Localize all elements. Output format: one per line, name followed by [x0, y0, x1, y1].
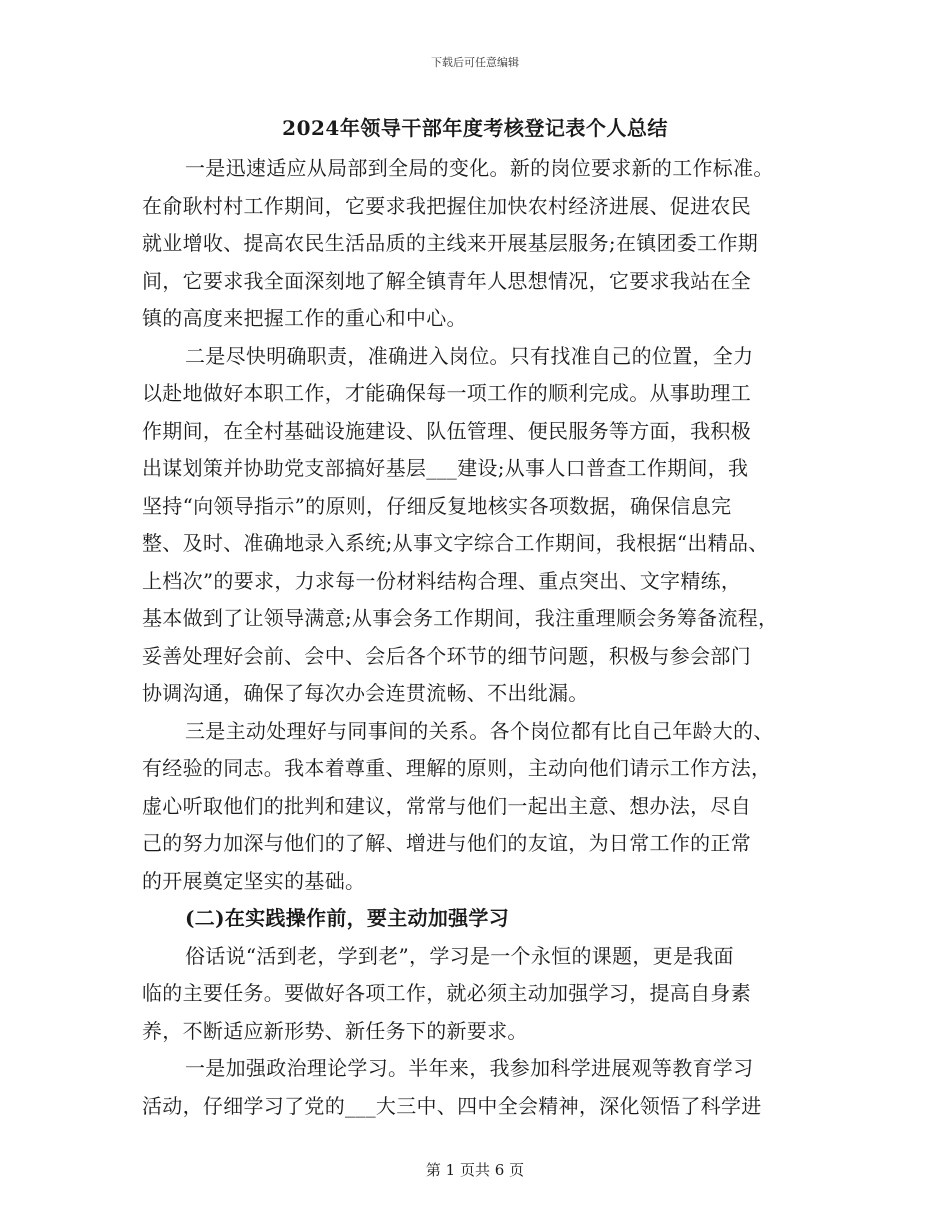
- paragraph-line: 有经验的同志。我本着尊重、理解的原则，主动向他们请示工作方法，: [142, 756, 772, 780]
- paragraph-line: 虚心听取他们的批判和建议，常常与他们一起出主意、想办法，尽自: [142, 793, 751, 818]
- page-number: 第 1 页共 6 页: [425, 1161, 525, 1179]
- section-heading: (二)在实践操作前，要主动加强学习: [185, 906, 510, 930]
- paragraph-line: 整、及时、准确地录入系统;从事文字综合工作期间，我根据“出精品、: [142, 531, 769, 555]
- paragraph-line: 上档次”的要求，力求每一份材料结构合理、重点突出、文字精练，: [142, 568, 742, 593]
- paragraph-line: 的开展奠定坚实的基础。: [142, 868, 366, 893]
- paragraph-line: 镇的高度来把握工作的重心和中心。: [142, 306, 467, 330]
- header-note: 下载后可任意编辑: [431, 56, 519, 69]
- paragraph-line: 就业增收、提高农民生活品质的主线来开展基层服务;在镇团委工作期: [142, 231, 759, 255]
- paragraph-line: 作期间，在全村基础设施建设、队伍管理、便民服务等方面，我积极: [142, 418, 751, 443]
- document-title: 2024年领导干部年度考核登记表个人总结: [282, 116, 668, 140]
- paragraph-line: 以赴地做好本职工作，才能确保每一项工作的顺利完成。从事助理工: [142, 381, 751, 405]
- body-text: [142, 150, 812, 1125]
- paragraph-line: 出谋划策并协助党支部搞好基层___建设;从事人口普查工作期间，我: [142, 456, 749, 480]
- paragraph-line: 养，不断适应新形势、新任务下的新要求。: [142, 1018, 528, 1043]
- paragraph-line: 己的努力加深与他们的了解、增进与他们的友谊，为日常工作的正常: [142, 831, 751, 855]
- paragraph-line: 一是迅速适应从局部到全局的变化。新的岗位要求新的工作标准。: [185, 156, 774, 180]
- paragraph-line: 二是尽快明确职责，准确进入岗位。只有找准自己的位置，全力: [185, 343, 754, 368]
- paragraph-line: 协调沟通，确保了每次办会连贯流畅、不出纰漏。: [142, 681, 589, 705]
- paragraph-line: 俗话说“活到老，学到老”，学习是一个永恒的课题，更是我面: [185, 943, 734, 968]
- paragraph-line: 妥善处理好会前、会中、会后各个环节的细节问题，积极与参会部门: [142, 643, 751, 668]
- paragraph-line: 临的主要任务。要做好各项工作，就必须主动加强学习，提高自身素: [142, 981, 751, 1005]
- paragraph-line: 在俞耿村村工作期间，它要求我把握住加快农村经济进展、促进农民: [142, 193, 751, 218]
- paragraph-line: 基本做到了让领导满意;从事会务工作期间，我注重理顺会务筹备流程，: [142, 606, 779, 630]
- paragraph-line: 活动，仔细学习了党的___大三中、四中全会精神，深化领悟了科学进: [142, 1093, 762, 1118]
- paragraph-line: 三是主动处理好与同事间的关系。各个岗位都有比自己年龄大的、: [185, 718, 774, 743]
- paragraph-line: 坚持“向领导指示”的原则，仔细反复地核实各项数据，确保信息完: [142, 493, 732, 518]
- paragraph-line: 间，它要求我全面深刻地了解全镇青年人思想情况，它要求我站在全: [142, 268, 751, 293]
- paragraph-line: 一是加强政治理论学习。半年来，我参加科学进展观等教育学习: [185, 1056, 754, 1080]
